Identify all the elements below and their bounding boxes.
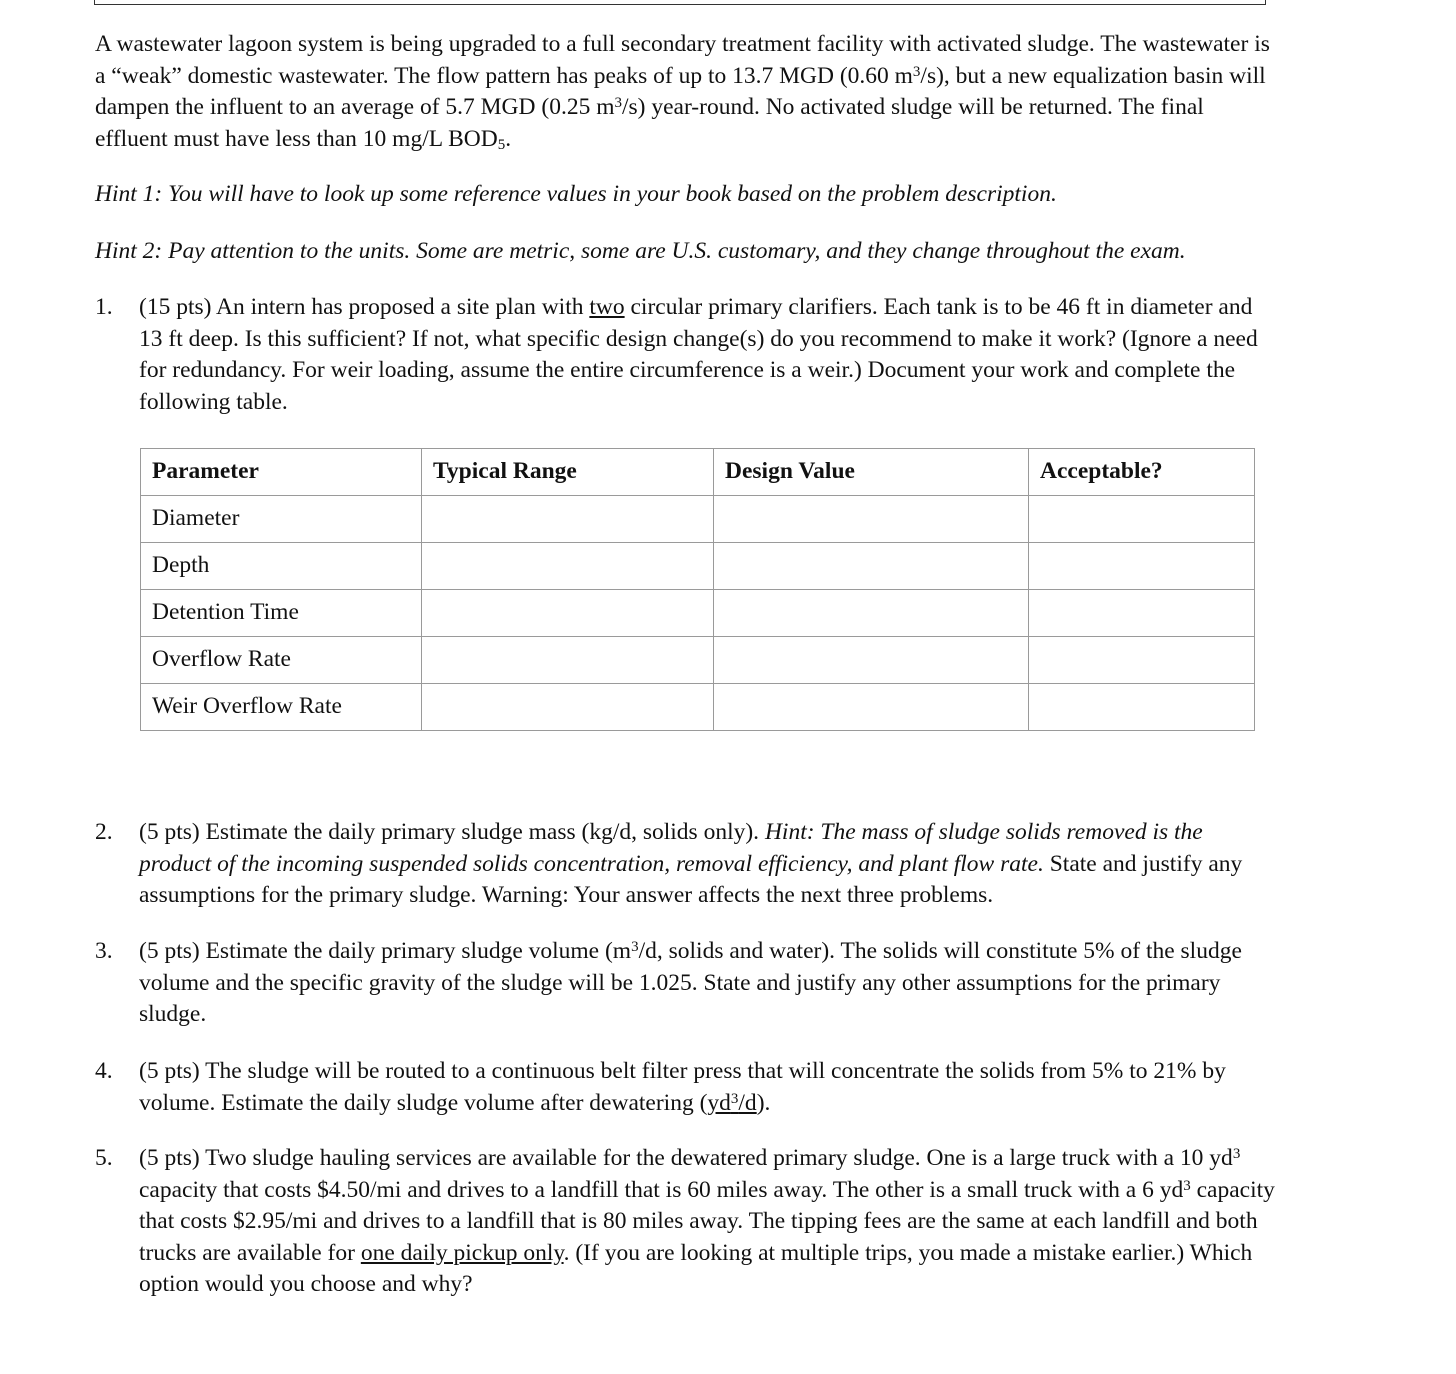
q2-hint: Hint: The mass of sludge solids removed is the product of the incoming suspended solids concentration, removal efficiency, and plant flow rate. <box>139 819 1203 877</box>
hint-2: Hint 2: Pay attention to the units. Some are metric, some are U.S. customary, and they change throughout the exam. <box>95 238 1186 264</box>
intro-text-4: . <box>505 125 512 152</box>
q5-text-b: capacity that costs $4.50/mi and drives to a landfill that is 60 miles away. The other is a small truck with a 6 yd <box>139 1176 1184 1203</box>
header-parameter: Parameter <box>141 449 422 496</box>
q5-sup-2: 3 <box>1183 1177 1191 1194</box>
q4-text-b: ). <box>756 1089 771 1116</box>
q4-text-a: (5 pts) The sludge will be routed to a continuous belt filter press that will concentrate the solids from 5% to 21% by volume. Estimate the daily sludge volume after dewatering ( <box>139 1058 1226 1116</box>
question-2-number: 2. <box>95 819 113 845</box>
row-typical-range-cell[interactable] <box>422 590 714 637</box>
question-4-text <box>139 1056 1275 1119</box>
question-4 <box>95 1056 1275 1119</box>
intro-sub-1: 5 <box>497 136 506 153</box>
q4-sup: 3 <box>730 1090 739 1107</box>
row-acceptable-cell[interactable] <box>1029 543 1255 590</box>
question-3-text <box>139 936 1275 1031</box>
q4-unit-yd: yd <box>707 1089 731 1116</box>
table-row <box>141 496 1255 543</box>
row-acceptable-cell[interactable] <box>1029 590 1255 637</box>
question-3-number: 3. <box>95 938 113 964</box>
q2-text-a: (5 pts) Estimate the daily primary sludge mass (kg/d, solids only). <box>139 819 765 845</box>
row-acceptable-cell[interactable] <box>1029 496 1255 543</box>
top-box-border <box>94 0 1266 5</box>
table-header-row <box>141 449 1255 496</box>
question-1-number: 1. <box>95 294 113 320</box>
table-row <box>141 637 1255 684</box>
question-4-number: 4. <box>95 1058 113 1084</box>
row-acceptable-cell[interactable] <box>1029 637 1255 684</box>
row-typical-range-cell[interactable] <box>422 543 714 590</box>
intro-sup-1: 3 <box>912 63 921 80</box>
q1-text-b: circular primary clarifiers. Each tank is to be 46 ft in diameter and 13 ft deep. Is this sufficient? If not, what specific design change(s) do you recommend to make it work? (Ignore a need for redundancy. For weir loading, assume the entire circumference is a weir.) Document your work and complete the following table. <box>139 294 1258 415</box>
row-acceptable-cell[interactable] <box>1029 684 1255 731</box>
row-design-value-cell[interactable] <box>714 590 1029 637</box>
intro-text-3: /s) year-round. No activated sludge will be returned. The final effluent must have less than 10 mg/L BOD <box>95 94 1204 152</box>
table-row <box>141 684 1255 731</box>
q3-text-a: (5 pts) Estimate the daily primary sludge volume (m <box>139 938 632 964</box>
row-parameter: Overflow Rate <box>141 637 422 684</box>
question-1-text <box>139 292 1275 418</box>
q1-underline-two: two <box>589 294 625 320</box>
question-2 <box>95 817 1275 912</box>
table-row <box>141 543 1255 590</box>
row-design-value-cell[interactable] <box>714 543 1029 590</box>
intro-text-1: A wastewater lagoon system is being upgraded to a full secondary treatment facility with activated sludge. The wastewater is a “weak” domestic wastewater. The flow pattern has peaks of up to 13.7 MGD (0.60 m <box>95 31 1270 89</box>
row-typical-range-cell[interactable] <box>422 684 714 731</box>
question-5 <box>95 1143 1275 1301</box>
intro-text-2: /s), but a new equalization basin will dampen the influent to an average of 5.7 MGD (0.25 m <box>95 62 1266 120</box>
question-3 <box>95 936 1275 1031</box>
question-5-text <box>139 1143 1275 1301</box>
row-parameter: Depth <box>141 543 422 590</box>
question-5-number: 5. <box>95 1145 113 1171</box>
header-acceptable: Acceptable? <box>1029 449 1255 496</box>
question-1 <box>95 292 1275 418</box>
hint-1: Hint 1: You will have to look up some reference values in your book based on the problem description. <box>95 181 1057 207</box>
row-design-value-cell[interactable] <box>714 637 1029 684</box>
table-row <box>141 590 1255 637</box>
row-parameter: Detention Time <box>141 590 422 637</box>
q5-sup-1: 3 <box>1232 1146 1241 1162</box>
q5-text-d: . (If you are looking at multiple trips, you made a mistake earlier.) Which option would you choose and why? <box>139 1239 1253 1297</box>
q3-sup: 3 <box>631 939 639 955</box>
intro-sup-2: 3 <box>614 95 622 111</box>
q2-text-b: State and justify any assumptions for the primary sludge. Warning: Your answer affects the next three problems. <box>139 850 1243 908</box>
clarifier-parameter-table <box>140 448 1255 731</box>
header-typical-range: Typical Range <box>422 449 714 496</box>
question-2-text <box>139 817 1275 912</box>
row-typical-range-cell[interactable] <box>422 496 714 543</box>
q3-text-b: /d, solids and water). The solids will constitute 5% of the sludge volume and the specific gravity of the sludge will be 1.025. State and justify any other assumptions for the primary sludge. <box>139 938 1242 1027</box>
header-design-value: Design Value <box>714 449 1029 496</box>
row-design-value-cell[interactable] <box>714 684 1029 731</box>
q4-unit-per-day: /d <box>738 1089 757 1116</box>
q5-text-c: capacity that costs $2.95/mi and drives to a landfill that is 80 miles away. The tipping fees are the same at each landfill and both trucks are available for <box>139 1176 1275 1266</box>
row-typical-range-cell[interactable] <box>422 637 714 684</box>
problem-intro <box>95 29 1270 155</box>
q5-underline-one-daily-pickup: one daily pickup only <box>360 1239 564 1266</box>
row-parameter: Diameter <box>141 496 422 543</box>
q4-underlined-units <box>707 1090 756 1116</box>
q5-text-a: (5 pts) Two sludge hauling services are available for the dewatered primary sludge. One is a large truck with a 10 yd <box>139 1145 1233 1171</box>
row-parameter: Weir Overflow Rate <box>141 684 422 731</box>
row-design-value-cell[interactable] <box>714 496 1029 543</box>
q1-text-a: (15 pts) An intern has proposed a site plan with <box>139 294 590 320</box>
